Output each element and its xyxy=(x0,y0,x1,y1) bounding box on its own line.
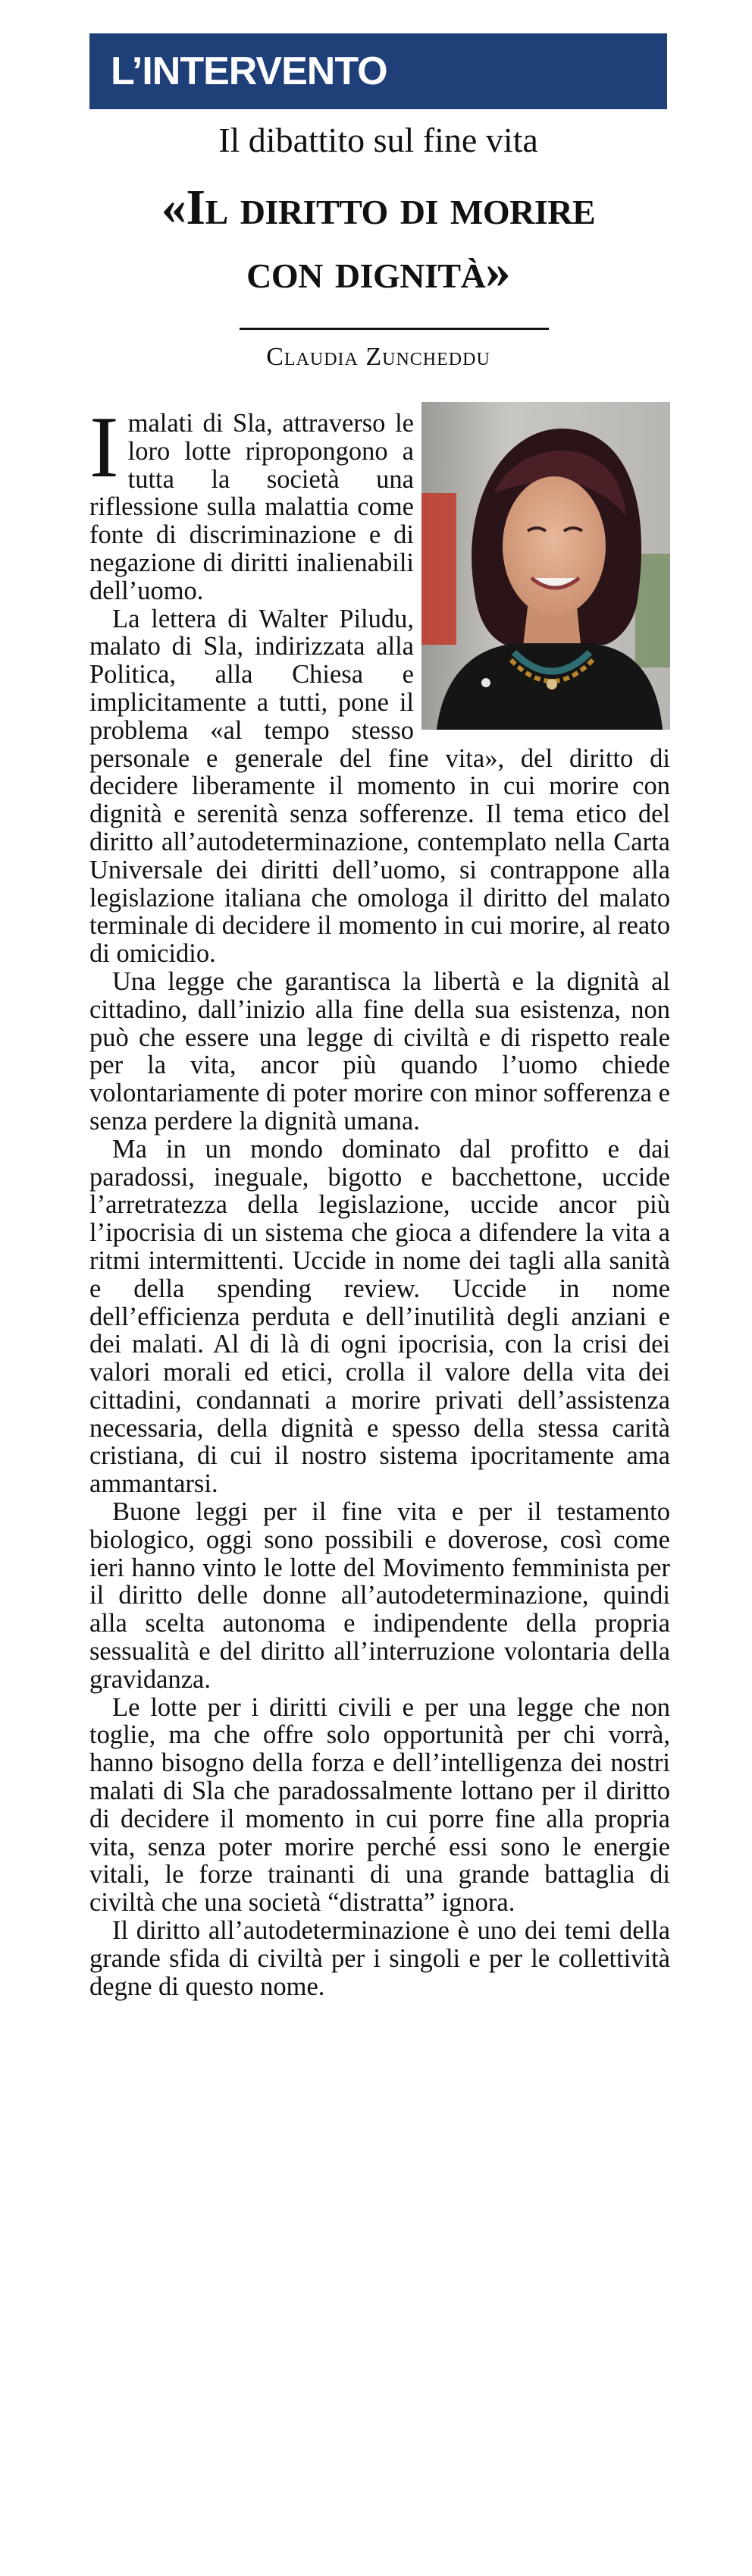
headline-line-2: con dignità» xyxy=(246,243,510,299)
section-kicker xyxy=(89,33,667,109)
article-paragraph-7: Il diritto all’autodeterminazione è uno dei temi della grande sfida di civiltà per i singoli e per le collettività degne di questo nome. xyxy=(89,1916,670,2001)
paragraph-text: malati di Sla, attraverso le loro lotte ripropongono a tutta la società una riflessione sulla malattia come fonte di discriminazione e di negazione di diritti inalienabili dell’uomo. xyxy=(89,409,414,605)
article-paragraph-3: Una legge che garantisca la libertà e la dignità al cittadino, dall’inizio alla fine della sua esistenza, non può che essere una legge di civiltà e di rispetto reale per la vita, ancor più quando l’uomo chiede volontariamente di poter morire con minor sofferenza e senza perdere la dignità umana. xyxy=(89,966,670,1136)
section-kicker-label: L’INTERVENTO xyxy=(111,49,387,93)
article-paragraph-5: Buone leggi per il fine vita e per il testamento biologico, oggi sono possibili e doverose, così come ieri hanno vinto le lotte del Movimento femminista per il diritto delle donne all’autodeterminazione, quindi alla scelta autonoma e indipendente della propria sessualità e del diritto all’interruzione volontaria della gravidanza. xyxy=(89,1497,670,1694)
article-paragraph-4: Ma in un mondo dominato dal profitto e dai paradossi, ineguale, bigotto e bacchettone, uccide l’arretratezza della legislazione, uccide ancor più l’ipocrisia di un sistema che gioca a difendere la vita a ritmi intermittenti. Uccide in nome dei tagli alla sanità e della spending review. Uccide in nome dell’efficienza perduta e dell’inutilità degli anziani e dei malati. Al di là di ogni ipocrisia, con la crisi dei valori morali ed etici, crolla il valore della vita dei cittadini, condannati a morire privati dell’assistenza necessaria, della dignità e spesso della stessa carità cristiana, di cui il nostro sistema ipocritamente ama ammantarsi. xyxy=(89,1134,670,1499)
article-body xyxy=(89,399,670,2001)
drop-cap: I xyxy=(89,399,119,496)
headline-line-1: «Il diritto di morire xyxy=(161,180,596,235)
author-byline: Claudia Zuncheddu xyxy=(266,343,490,371)
article-headline xyxy=(89,176,667,303)
photo-placeholder xyxy=(414,410,670,731)
article-paragraph-6: Le lotte per i diritti civili e per una legge che non toglie, ma che offre solo opportunità per chi vorrà, hanno bisogno della forza e dell’intelligenza dei nostri malati di Sla che paradossalmente lottano per il diritto di decidere il momento in cui porre fine alla propria vita, senza poter morire perché essi sono le energie vitali, le forze trainanti di una grande battaglia di civiltà che una società “distratta” ignora. xyxy=(89,1692,670,1918)
article-subtitle: Il dibattito sul fine vita xyxy=(218,121,538,159)
headline-divider xyxy=(240,328,549,330)
article-paragraph-2: La lettera di Walter Piludu, malato di Sla, indirizzata alla Politica, alla Chiesa e implicitamente a tutti, pone il problema «al tempo stesso personale e generale del fine vita», del diritto di decidere liberamente il momento in cui morire con dignità e serenità senza sofferenze. Il tema etico del diritto all’autodeterminazione, contemplato nella Carta Universale dei diritti dell’uomo, si contrappone alla legislazione italiana che omologa il diritto del malato terminale di decidere il momento in cui morire, al reato di omicidio. xyxy=(89,604,670,969)
